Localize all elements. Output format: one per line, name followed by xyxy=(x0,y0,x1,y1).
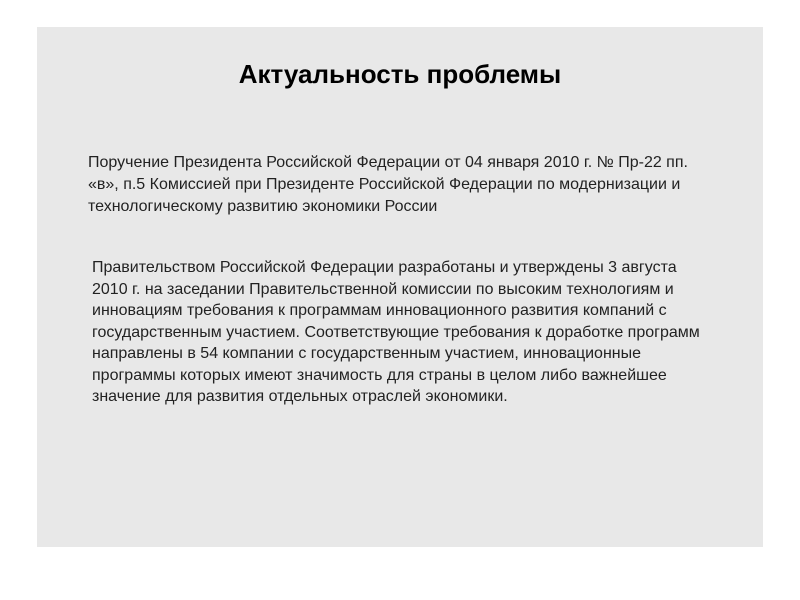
paragraph-presidential-order: Поручение Президента Российской Федерации от 04 января 2010 г. № Пр-22 пп. «в», п.5 Комиссией при Президенте Российской Федерации по модернизации и технологическому развитию экономики России xyxy=(88,154,688,215)
slide-title: Актуальность проблемы xyxy=(238,59,562,89)
paragraph-government-requirements: Правительством Российской Федерации разработаны и утверждены 3 августа 2010 г. на заседании Правительственной комиссии по высоким технологиям и инновациям требования к программам инновационного развития компаний с государственным участием. Соответствующие требования к доработке программ направлены в 54 компании с государственным участием, инновационные программы которых имеют значимость для страны в целом либо важнейшее значение для развития отдельных отраслей экономики. xyxy=(92,259,700,405)
